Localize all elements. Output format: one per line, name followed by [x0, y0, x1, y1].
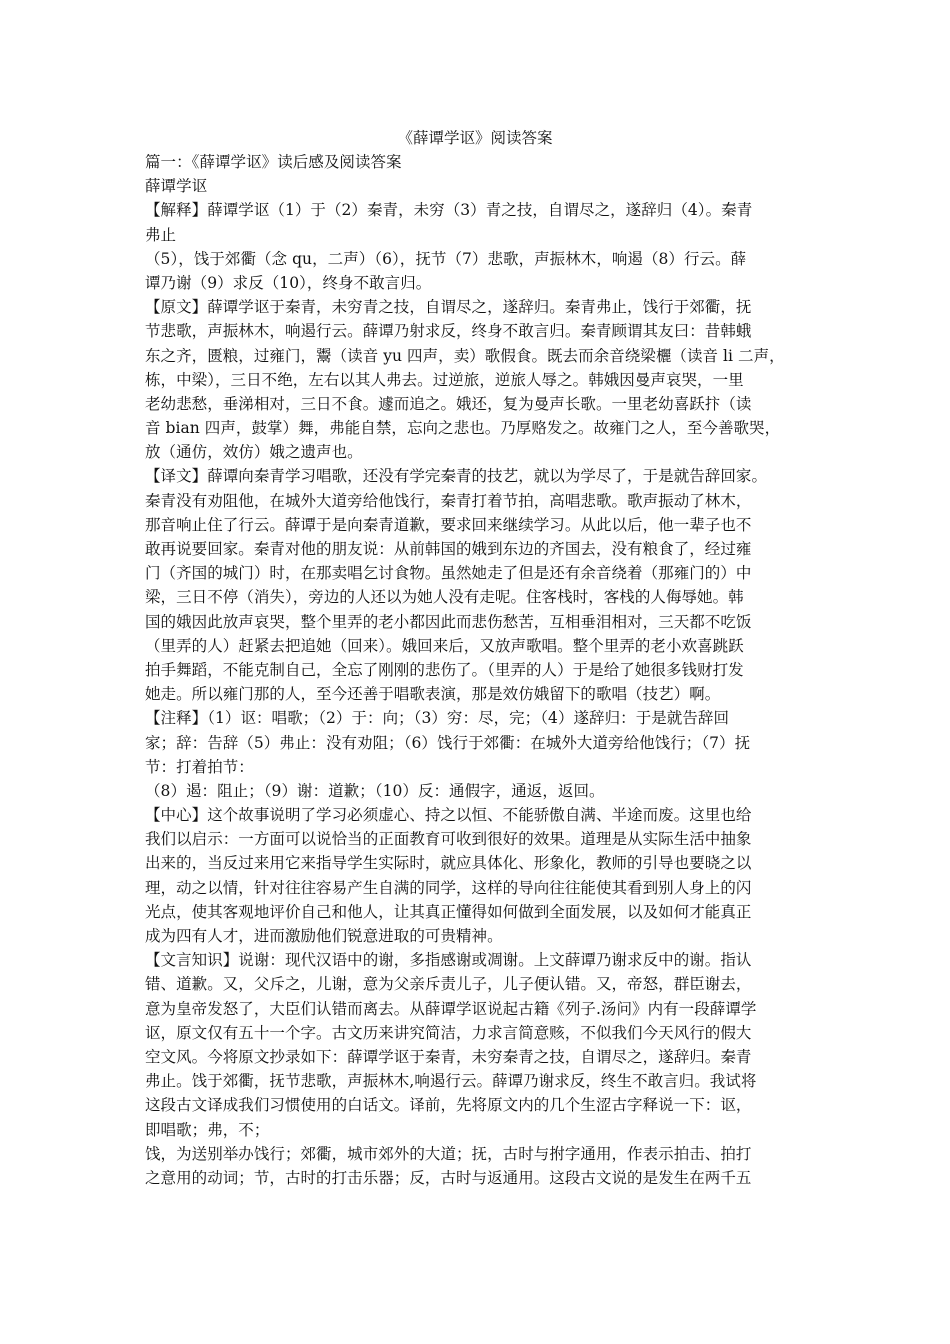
text-line: 【注释】（1）讴：唱歌；（2）于：向；（3）穷：尽，完；（4）遂辞归：于是就告辞回	[145, 709, 729, 728]
text-line: 节：打着拍节：	[145, 757, 254, 776]
text-line: 老幼悲愁，垂涕相对，三日不食。遽而追之。娥还，复为曼声长歌。一里老幼喜跃抃（读	[145, 394, 752, 413]
text-line: 【解释】薛谭学讴（1）于（2）秦青，未穷（3）青之技，自谓尽之，遂辞归（4）。秦青	[145, 201, 753, 220]
text-line: （8）遏：阻止；（9）谢：道歉；（10）反：通假字，通返，返回。	[145, 781, 605, 800]
text-line: 饯，为送别举办饯行；郊衢，城市郊外的大道；抚，古时与拊字通用，作表示拍击、拍打	[145, 1144, 752, 1163]
text-line: 即唱歌；弗，不；	[145, 1120, 270, 1139]
text-line: （5），饯于郊衢（念 qu，二声）（6），抚节（7）悲歌，声振林木，响遏（8）行云。薛	[145, 249, 747, 268]
text-line: 拍手舞蹈，不能克制自己，全忘了刚刚的悲伤了。（里弄的人）于是给了她很多钱财打发	[145, 660, 744, 679]
text-line: 薛谭学讴	[145, 177, 208, 196]
text-line: 【原文】薛谭学讴于秦青，未穷青之技，自谓尽之，遂辞归。秦青弗止，饯行于郊衢，抚	[145, 298, 752, 317]
document-title: 《薛谭学讴》阅读答案	[397, 129, 553, 147]
text-line: 【译文】薛谭向秦青学习唱歌，还没有学完秦青的技艺，就以为学尽了，于是就告辞回家。	[145, 467, 768, 486]
text-line: 节悲歌，声振林木，响遏行云。薛谭乃射求反，终身不敢言归。秦青顾谓其友曰：昔韩蛾	[145, 322, 752, 341]
text-line: 这段古文译成我们习惯使用的白话文。译前，先将原文内的几个生涩古字释说一下：讴，	[145, 1096, 752, 1115]
text-line: 那音响止住了行云。薛谭于是向秦青道歉，要求回来继续学习。从此以后，他一辈子也不	[145, 515, 752, 534]
text-line: 理，动之以情，针对往往容易产生自满的同学，这样的导向往往能使其看到别人身上的闪	[145, 878, 752, 897]
text-line: 讴，原文仅有五十一个字。古文历来讲究简洁，力求言简意赅，不似我们今天风行的假大	[145, 1023, 752, 1042]
text-line: 敢再说要回家。秦青对他的朋友说：从前韩国的娥到东边的齐国去，没有粮食了，经过雍	[145, 540, 752, 558]
text-line: 栋，中梁），三日不绝，左右以其人弗去。过逆旅，逆旅人辱之。韩娥因曼声哀哭，一里	[145, 370, 744, 389]
text-line: （里弄的人）赶紧去把追她（回来）。娥回来后，又放声歌唱。整个里弄的老小欢喜跳跃	[145, 636, 744, 655]
text-line: 国的娥因此放声哀哭，整个里弄的老小都因此而悲伤愁苦，互相垂泪相对，三天都不吃饭	[145, 612, 752, 631]
text-line: 梁，三日不停（消失），旁边的人还以为她人没有走呢。住客栈时，客栈的人侮辱她。韩	[145, 588, 744, 607]
text-line: 之意用的动词；节，古时的打击乐器；反，古时与返通用。这段古文说的是发生在两千五	[145, 1168, 752, 1187]
text-line: 门（齐国的城门）时，在那卖唱乞讨食物。虽然她走了但是还有余音绕着（那雍门的）中	[145, 564, 752, 583]
text-line: 意为皇帝发怒了，大臣们认错而离去。从薛谭学讴说起古籍《列子.汤问》内有一段薛谭学	[145, 999, 757, 1018]
text-line: 【中心】这个故事说明了学习必须虚心、持之以恒、不能骄傲自满、半途而废。这里也给	[145, 806, 752, 825]
text-line: 篇一：《薛谭学讴》读后感及阅读答案	[145, 153, 402, 171]
text-line: 我们以启示：一方面可以说恰当的正面教育可收到很好的效果。道理是从实际生活中抽象	[145, 830, 752, 849]
text-line: 谭乃谢（9）求反（10），终身不敢言归。	[145, 273, 432, 292]
text-line: 她走。所以雍门那的人，至今还善于唱歌表演，那是效仿娥留下的歌唱（技艺）啊。	[145, 685, 721, 704]
document-body	[145, 150, 825, 1190]
text-line: 空文风。今将原文抄录如下：薛谭学讴于秦青，未穷秦青之技，自谓尽之，遂辞归。秦青	[145, 1047, 752, 1066]
text-line: 弗止	[145, 225, 177, 244]
text-line: 出来的，当反过来用它来指导学生实际时，就应具体化、形象化，教师的引导也要晓之以	[145, 854, 752, 873]
text-line: 【文言知识】说谢：现代汉语中的谢，多指感谢或凋谢。上文薛谭乃谢求反中的谢。指认	[145, 951, 752, 970]
text-line: 错、道歉。又，父斥之，儿谢，意为父亲斥责儿子，儿子便认错。又，帝怒，群臣谢去，	[145, 975, 752, 994]
text-line: 音 bian 四声，鼓掌）舞，弗能自禁，忘向之悲也。乃厚赂发之。故雍门之人，至今善歌哭，	[145, 419, 781, 438]
text-line: 光点，使其客观地评价自己和他人，让其真正懂得如何做到全面发展，以及如何才能真正	[145, 902, 752, 921]
text-line: 成为四有人才，进而激励他们锐意进取的可贵精神。	[145, 927, 503, 945]
text-line: 秦青没有劝阻他，在城外大道旁给他饯行，秦青打着节拍，高唱悲歌。歌声振动了林木，	[145, 491, 752, 510]
text-line: 东之齐，匮粮，过雍门，鬻（读音 yu 四声，卖）歌假食。既去而余音绕梁欐（读音 li 二声，	[145, 346, 785, 365]
text-line: 家；辞：告辞（5）弗止：没有劝阻；（6）饯行于郊衢：在城外大道旁给他饯行；（7）抚	[145, 733, 751, 752]
text-line: 弗止。饯于郊衢，抚节悲歌，声振林木,响遏行云。薛谭乃谢求反，终生不敢言归。我试将	[145, 1072, 757, 1091]
text-line: 放（通仿，效仿）娥之遗声也。	[145, 443, 363, 462]
